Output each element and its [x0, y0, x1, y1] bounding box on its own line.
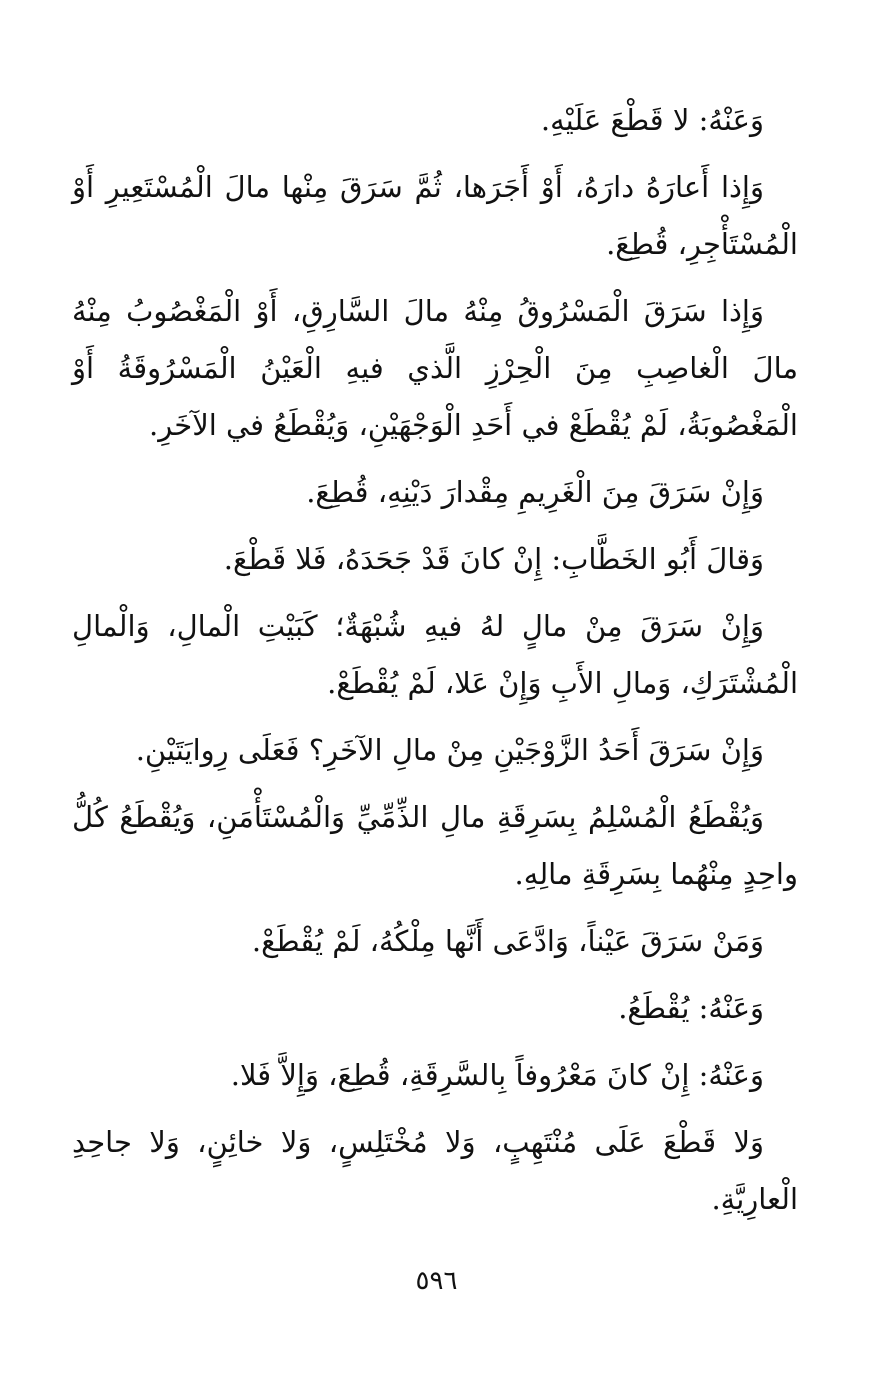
paragraph-8: وَيُقْطَعُ الْمُسْلِمُ بِسَرِقَةِ مالِ الذِّمِّيِّ وَالْمُسْتَأْمَنِ، وَيُقْطَعُ كُلُّ واحِدٍ مِنْهُما بِسَرِقَةِ مالِهِ.: [72, 800, 798, 891]
paragraph-2: وَإِذا أَعارَهُ دارَهُ، أَوْ أَجَرَها، ثُمَّ سَرَقَ مِنْها مالَ الْمُسْتَعِيرِ أَوْ الْمُسْتَأْجِرِ، قُطِعَ.: [72, 170, 798, 261]
paragraph-7: وَإِنْ سَرَقَ أَحَدُ الزَّوْجَيْنِ مِنْ مالِ الآخَرِ؟ فَعَلَى رِوايَتَيْنِ.: [135, 733, 764, 767]
paragraph-3: وَإِذا سَرَقَ الْمَسْرُوقُ مِنْهُ مالَ السَّارِقِ، أَوْ الْمَغْصُوبُ مِنْهُ مالَ الْغاصِبِ مِنَ الْحِرْزِ الَّذي فيهِ الْعَيْنُ الْمَسْرُوقَةُ أَوْ الْمَغْصُوبَةُ، لَمْ يُقْطَعْ في أَحَدِ الْوَجْهَيْنِ، وَيُقْطَعُ في الآخَرِ.: [72, 294, 798, 442]
paragraph-4: وَإِنْ سَرَقَ مِنَ الْغَرِيمِ مِقْدارَ دَيْنِهِ، قُطِعَ.: [306, 475, 764, 509]
paragraph-1: وَعَنْهُ: لا قَطْعَ عَلَيْهِ.: [540, 103, 764, 137]
page-number: ٥٩٦: [415, 1266, 458, 1296]
paragraph-12: وَلا قَطْعَ عَلَى مُنْتَهِبٍ، وَلا مُخْتَلِسٍ، وَلا خائِنٍ، وَلا جاحِدِ الْعارِيَّةِ.: [72, 1125, 798, 1216]
paragraph-9: وَمَنْ سَرَقَ عَيْناً، وَادَّعَى أَنَّها مِلْكُهُ، لَمْ يُقْطَعْ.: [251, 924, 764, 958]
page-body: [72, 92, 798, 1238]
paragraph-6: وَإِنْ سَرَقَ مِنْ مالٍ لهُ فيهِ شُبْهَةٌ؛ كَبَيْتِ الْمالِ، وَالْمالِ الْمُشْتَرَكِ، وَمالِ الأَبِ وَإِنْ عَلا، لَمْ يُقْطَعْ.: [72, 609, 798, 700]
paragraph-11: وَعَنْهُ: إِنْ كانَ مَعْرُوفاً بِالسَّرِقَةِ، قُطِعَ، وَإِلاَّ فَلا.: [230, 1058, 764, 1092]
paragraph-5: وَقالَ أَبُو الخَطَّابِ: إِنْ كانَ قَدْ جَحَدَهُ، فَلا قَطْعَ.: [223, 542, 764, 576]
paragraph-10: وَعَنْهُ: يُقْطَعُ.: [618, 991, 764, 1025]
